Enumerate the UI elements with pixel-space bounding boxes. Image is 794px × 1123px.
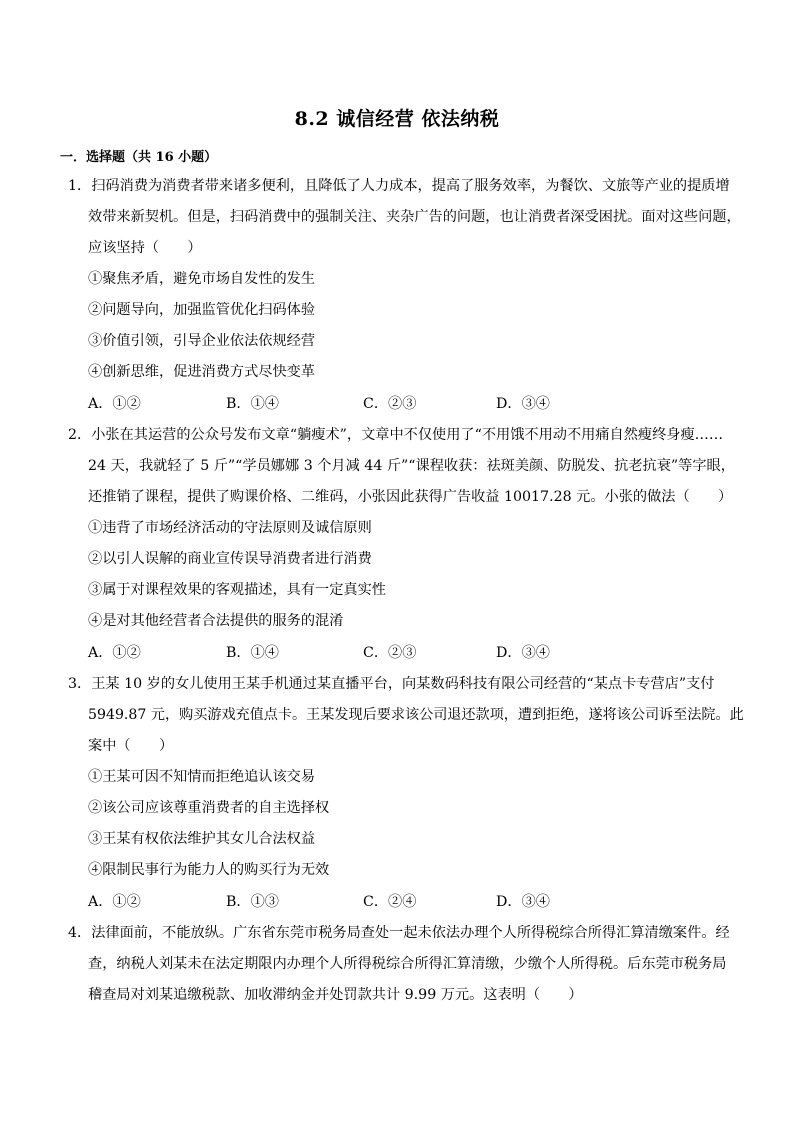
- question-3-choice-d[interactable]: D．③④: [496, 894, 550, 910]
- question-3-choice-b[interactable]: B．①③: [226, 894, 279, 910]
- question-1-option-1: ①聚焦矛盾，避免市场自发性的发生: [88, 271, 316, 287]
- question-1-option-4: ④创新思维，促进消费方式尽快变革: [88, 364, 316, 380]
- question-3-line-1: 3．王某 10 岁的女儿使用王某手机通过某直播平台，向某数码科技有限公司经营的“某点卡专营店”支付: [68, 676, 715, 692]
- question-3-choice-c[interactable]: C．②④: [363, 894, 417, 910]
- question-3-option-2: ②该公司应该尊重消费者的自主选择权: [88, 800, 330, 816]
- question-3-option-1: ①王某可因不知情而拒绝追认该交易: [88, 769, 316, 785]
- question-2-choice-d[interactable]: D．③④: [496, 645, 550, 661]
- question-2-option-3: ③属于对课程效果的客观描述，具有一定真实性: [88, 582, 386, 598]
- question-1-choice-a[interactable]: A．①②: [88, 396, 141, 412]
- question-3-choice-a[interactable]: A．①②: [88, 894, 141, 910]
- question-1-choice-b[interactable]: B．①④: [226, 396, 279, 412]
- section-heading: 一．选择题（共 16 小题）: [60, 150, 218, 165]
- question-1-line-3: 应该坚持（ ）: [88, 240, 202, 256]
- question-2-choice-b[interactable]: B．①④: [226, 645, 279, 661]
- question-1-choice-c[interactable]: C．②③: [363, 396, 417, 412]
- question-1-line-2: 效带来新契机。但是，扫码消费中的强制关注、夹杂广告的问题，也让消费者深受困扰。面对这些问题，: [88, 209, 741, 225]
- question-2-option-4: ④是对其他经营者合法提供的服务的混淆: [88, 613, 344, 629]
- question-2-line-2: 24 天，我就轻了 5 斤”“学员娜娜 3 个月减 44 斤”“课程收获：祛斑美颜、防脱发、抗老抗衰”等字眼，: [88, 458, 735, 474]
- question-3-line-2: 5949.87 元，购买游戏充值点卡。王某发现后要求该公司退还款项，遭到拒绝，遂将该公司诉至法院。此: [88, 707, 744, 723]
- question-1-option-2: ②问题导向，加强监管优化扫码体验: [88, 302, 316, 318]
- question-2-line-3: 还推销了课程，提供了购课价格、二维码，小张因此获得广告收益 10017.28 元。小张的做法（ ）: [88, 489, 733, 505]
- question-2-choice-a[interactable]: A．①②: [88, 645, 141, 661]
- question-2-choice-c[interactable]: C．②③: [363, 645, 417, 661]
- question-2-option-2: ②以引人误解的商业宣传误导消费者进行消费: [88, 551, 372, 567]
- question-4-line-3: 稽查局对刘某追缴税款、加收滞纳金并处罚款共计 9.99 万元。这表明（ ）: [88, 987, 583, 1003]
- question-2-option-1: ①违背了市场经济活动的守法原则及诚信原则: [88, 520, 372, 536]
- question-1-option-3: ③价值引领，引导企业依法依规经营: [88, 333, 316, 349]
- question-4-line-2: 查，纳税人刘某未在法定期限内办理个人所得税综合所得汇算清缴，少缴个人所得税。后东莞市税务局: [88, 956, 727, 972]
- question-1-line-1: 1．扫码消费为消费者带来诸多便利，且降低了人力成本，提高了服务效率，为餐饮、文旅等产业的提质增: [68, 178, 730, 194]
- question-2-line-1: 2．小张在其运营的公众号发布文章“躺瘦术”，文章中不仅使用了“不用饿不用动不用痛自然瘦终身瘦……: [68, 427, 724, 443]
- page-title: 8.2 诚信经营 依法纳税: [294, 108, 500, 130]
- question-3-option-3: ③王某有权依法维护其女儿合法权益: [88, 831, 316, 847]
- question-1-choice-d[interactable]: D．③④: [496, 396, 550, 412]
- question-4-line-1: 4．法律面前，不能放纵。广东省东莞市税务局查处一起未依法办理个人所得税综合所得汇算清缴案件。经: [68, 925, 730, 941]
- question-3-option-4: ④限制民事行为能力人的购买行为无效: [88, 862, 330, 878]
- question-3-line-3: 案中（ ）: [88, 738, 174, 754]
